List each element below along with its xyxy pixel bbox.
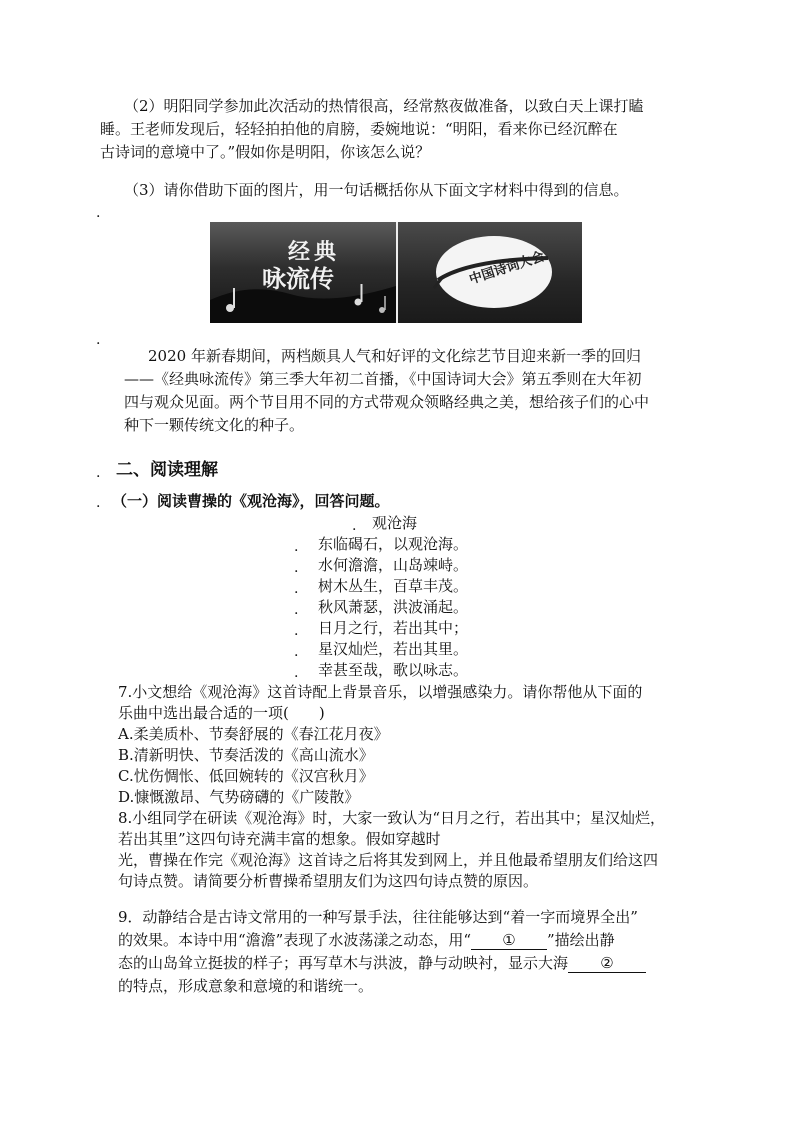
q7-option-a: A.柔美质朴、节奏舒展的《春江花月夜》 xyxy=(118,725,389,743)
q9-line-2-text: 的效果。本诗中用“澹澹”表现了水波荡漾之动态，用“ xyxy=(118,931,472,949)
q7-option-c: C.忧伤惆怅、低回婉转的《汉宫秋月》 xyxy=(118,767,374,785)
image-title-shicidahui: 中国诗词大会 xyxy=(467,249,547,288)
poem-line-4: 秋风萧瑟，洪波涌起。 xyxy=(318,598,469,616)
paragraph-marker: . xyxy=(294,539,299,555)
paragraph-marker: . xyxy=(96,495,101,511)
program-image-right xyxy=(398,222,582,323)
q8-line-1: 8.小组同学在研读《观沧海》时，大家一致认为“日月之行，若出其中；星汉灿烂， xyxy=(118,809,665,827)
q9-blank-2[interactable]: ② xyxy=(568,954,646,973)
paragraph-marker: . xyxy=(294,581,299,597)
paragraph-marker: . xyxy=(294,665,299,681)
q3-line-1: （3）请你借助下面的图片，用一句话概括你从下面文字材料中得到的信息。 xyxy=(124,181,629,199)
paragraph-marker: . xyxy=(294,623,299,639)
q8-line-2: 若出其里”这四句诗充满丰富的想象。假如穿越时 xyxy=(118,830,441,848)
q9-line-4: 的特点，形成意象和意境的和谐统一。 xyxy=(118,977,374,995)
poem-title: 观沧海 xyxy=(372,514,418,532)
q9-line-2 xyxy=(118,930,615,951)
paragraph-marker: . xyxy=(294,602,299,618)
poem-line-5: 日月之行，若出其中； xyxy=(318,619,469,637)
q2-line-1: （2）明阳同学参加此次活动的热情很高，经常熬夜做准备，以致白天上课打瞌 xyxy=(124,97,644,115)
poem-line-6: 星汉灿烂，若出其里。 xyxy=(318,640,469,658)
poem-line-2: 水何澹澹，山岛竦峙。 xyxy=(318,556,469,574)
q8-line-3: 光，曹操在作完《观沧海》这首诗之后将其发到网上，并且他最希望朋友们给这四 xyxy=(118,851,659,869)
material-line-2: ——《经典咏流传》第三季大年初二首播，《中国诗词大会》第五季则在大年初 xyxy=(124,370,642,388)
section-heading: 二、阅读理解 xyxy=(116,460,218,480)
image-title-yongliuchuan: 咏流传 xyxy=(262,264,334,293)
q8-line-4: 句诗点赞。请简要分析曹操希望朋友们为这四句诗点赞的原因。 xyxy=(118,872,539,890)
material-line-3: 四与观众见面。两个节目用不同的方式带观众领略经典之美，想给孩子们的心中 xyxy=(124,393,650,411)
q7-option-d: D.慷慨激昂、气势磅礴的《广陵散》 xyxy=(118,788,360,806)
material-line-1: 2020 年新春期间，两档颇具人气和好评的文化综艺节目迎来新一季的回归 xyxy=(148,347,641,365)
q9-line-1: 9．动静结合是古诗文常用的一种写景手法，往往能够达到“着一字而境界全出” xyxy=(118,908,638,926)
paragraph-marker: . xyxy=(352,518,357,534)
q9-line-3-text: 态的山岛耸立挺拔的样子；再写草木与洪波，静与动映衬，显示大海 xyxy=(118,954,569,972)
image-title-jingdian: 经典 xyxy=(288,239,341,265)
q7-option-b: B.清新明快、节奏活泼的《高山流水》 xyxy=(118,746,374,764)
q7-line-2: 乐曲中选出最合适的一项( ) xyxy=(118,704,325,722)
program-image-left xyxy=(210,222,396,323)
poem-line-7: 幸甚至哉，歌以咏志。 xyxy=(318,661,469,679)
paragraph-marker: . xyxy=(96,205,101,221)
q7-line-1: 7.小文想给《观沧海》这首诗配上背景音乐，以增强感染力。请你帮他从下面的 xyxy=(118,683,643,701)
paragraph-marker: . xyxy=(294,644,299,660)
q2-line-3: 古诗词的意境中了。”假如你是明阳，你该怎么说？ xyxy=(100,143,431,161)
paragraph-marker: . xyxy=(294,560,299,576)
q2-line-2: 睡。王老师发现后，轻轻拍拍他的肩膀，委婉地说：“明阳，看来你已经沉醉在 xyxy=(100,120,618,138)
q9-line-2-text-end: ”描绘出静 xyxy=(547,931,615,949)
part1-intro: （一）阅读曹操的《观沧海》，回答问题。 xyxy=(112,492,390,510)
q9-blank-1[interactable]: ① xyxy=(471,931,547,950)
q9-line-3 xyxy=(118,953,646,974)
paragraph-marker: . xyxy=(96,332,101,348)
music-notes-icon xyxy=(210,222,396,323)
poem-line-1: 东临碣石，以观沧海。 xyxy=(318,535,469,553)
poem-line-3: 树木丛生，百草丰茂。 xyxy=(318,577,469,595)
paragraph-marker: . xyxy=(96,465,101,481)
material-line-4: 种下一颗传统文化的种子。 xyxy=(124,416,305,434)
program-image xyxy=(210,222,582,323)
